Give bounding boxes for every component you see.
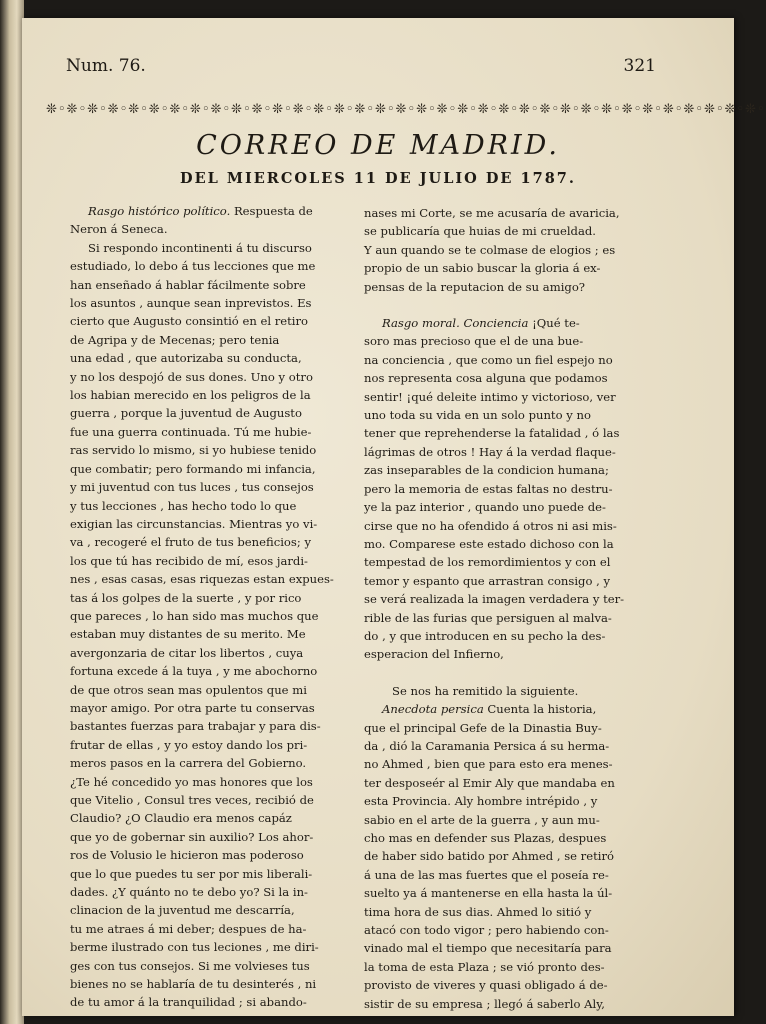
text-line: va , recogeré el fruto de tus beneficios; y [70,535,311,550]
text-line: exigian las circunstancias. Mientras yo vi- [70,516,318,531]
article-heading-rest: Respuesta de [230,204,313,218]
article-heading-line [364,314,648,332]
text-line: fortuna excede á la tuya , y me abochorno [70,664,318,679]
text-line: que combatir; pero formando mi infancia, [70,461,316,476]
paragraph-gap [364,664,648,682]
article-heading: Anecdota persica [382,702,484,717]
text-line: na conciencia , que como un fiel espejo no [364,352,613,367]
text-line: nos representa cosa alguna que podamos [364,371,608,386]
text-line: esperacion del Infierno, [364,647,504,662]
text-line: fue una guerra continuada. Tú me hubie- [70,424,312,439]
text-line: y tus lecciones , has hecho todo lo que [70,498,297,513]
text-line: tima hora de sus dias. Ahmed lo sitió y [364,904,592,919]
text-line: ye la paz interior , quando uno puede de- [364,500,606,515]
text-line: atacó con todo vigor ; pero habiendo con- [364,923,609,938]
text-line: de Agripa y de Mecenas; pero tenia [70,332,280,347]
text-line: cierto que Augusto consintió en el retiro [70,314,309,329]
dateline: DEL MIERCOLES 11 DE JULIO DE 1787. [180,170,576,187]
text-line: de haber sido batido por Ahmed , se retiró [364,849,614,864]
text-line: Si respondo incontinenti á tu discurso [88,240,312,255]
text-line: pero la memoria de estas faltas no destru- [364,481,613,496]
text-line: lágrimas de otros ! Hay á la verdad flaque- [364,444,616,459]
text-line: y no los despojó de sus dones. Uno y otro [70,369,313,384]
text-line: no Ahmed , bien que para esto era menes- [364,757,613,772]
text-line: propio de un sabio buscar la gloria á ex- [364,261,601,276]
text-line: que el principal Gefe de la Dinastia Buy- [364,720,602,735]
text-line: vinado mal el tiempo que necesitaría para [364,941,612,956]
article-heading: Rasgo histórico político. [88,204,231,218]
text-line: los que tú has recibido de mí, esos jardi- [70,553,308,568]
text-line: Neron á Seneca. [70,222,168,237]
text-line: tempestad de los remordimientos y con el [364,555,611,570]
text-line: han enseñado á hablar fácilmente sobre [70,277,306,292]
text-line: Y aun quando se te colmase de elogios ; es [364,242,616,257]
text-line: suelto ya á mantenerse en ella hasta la úl- [364,886,613,901]
text-line: zas inseparables de la condicion humana; [364,463,609,478]
text-line: tener que reprehenderse la fatalidad , ó las [364,426,620,441]
text-line: clinacion de la juventud me descarría, [70,903,295,918]
text-line: se verá realizada la imagen verdadera y ter- [364,592,625,607]
text-line: ras servido lo mismo, si yo hubiese tenido [70,443,317,458]
remitted-note: Se nos ha remitido la siguiente. [392,683,579,698]
text-line: temor y espanto que arrastran consigo , y [364,573,611,588]
text-line: berme ilustrado con tus leciones , me diri- [70,940,319,955]
adjacent-page-edge [0,0,24,1024]
text-line: que pareces , lo han sido mas muchos que [70,608,319,623]
text-line: esta Provincia. Aly hombre intrépido , y [364,794,598,809]
text-line: de tu amor á la tranquilidad ; si abando- [70,995,307,1010]
text-line: bastantes fuerzas para trabajar y para dis- [70,719,321,734]
text-line: uno toda su vida en un solo punto y no [364,408,591,423]
text-line: provisto de viveres y quasi obligado á de- [364,978,608,993]
paragraph-gap [364,296,648,314]
text-line: pensas de la reputacion de su amigo? [364,279,586,294]
text-line: una edad , que autorizaba su conducta, [70,351,302,366]
text-line: se publicaría que huias de mi crueldad. [364,224,596,239]
text-line: sentir! ¡qué deleite intimo y victorioso, ver [364,389,616,404]
text-line: sabio en el arte de la guerra , y aun mu- [364,812,600,827]
text-line: nases mi Corte, se me acusaría de avaricia, [364,206,620,220]
text-line: ter desposeér al Emir Aly que mandaba en [364,775,615,790]
text-line: ros de Volusio le hicieron mas poderoso [70,848,304,863]
text-line: cirse que no ha ofendido á otros ni asi mis- [364,518,617,533]
text-line: meros pasos en la carrera del Gobierno. [70,756,307,771]
text-line: mayor amigo. Por otra parte tu conservas [70,700,315,715]
text-line: nes , esas casas, esas riquezas estan expues- [70,572,334,587]
article-heading-rest: ¡Qué te- [528,316,580,331]
text-line: y mi juventud con tus luces , tus consejos [70,480,314,495]
text-line: da , dió la Caramania Persica á su herma- [364,738,610,753]
text-line: ges con tus consejos. Si me volvieses tus [70,958,310,973]
text-line: tu me atraes á mi deber; despues de ha- [70,921,307,936]
text-line: rible de las furias que persiguen al malva- [364,610,612,625]
right-column [364,204,648,1013]
article-heading-rest: Cuenta la historia, [483,702,597,717]
text-line: do , y que introducen en su pecho la des- [364,628,606,643]
text-line: frutar de ellas , y yo estoy dando los pri- [70,737,308,752]
masthead-title: CORREO DE MADRID. [196,130,560,161]
article-heading-line [70,202,360,220]
page-header [66,56,656,84]
text-line: guerra , porque la juventud de Augusto [70,406,302,421]
text-line: de que otros sean mas opulentos que mi [70,682,307,697]
issue-number: Num. 76. [66,56,146,76]
text-line: que yo de gobernar sin auxilio? Los ahor- [70,829,314,844]
text-line: mo. Comparese este estado dichoso con la [364,536,614,551]
text-line: estaban muy distantes de su merito. Me [70,627,306,642]
text-line: sistir de su empresa ; llegó á saberlo Aly, [364,996,605,1011]
text-line: cho mas en defender sus Plazas, despues [364,831,607,845]
text-line: la toma de esta Plaza ; se vió pronto des- [364,959,605,974]
text-line: dades. ¿Y quánto no te debo yo? Si la in- [70,885,308,900]
ornamental-border: ❊◦❊◦❊◦❊◦❊◦❊◦❊◦❊◦❊◦❊◦❊◦❊◦❊◦❊◦❊◦❊◦❊◦❊◦❊◦❊◦❊◦❊◦❊◦❊◦❊◦❊◦❊◦❊◦❊◦❊◦❊◦❊◦❊◦❊◦❊◦ [46,102,766,117]
text-line: á una de las mas fuertes que el poseía re- [364,867,609,882]
newspaper-page [22,18,766,1016]
text-line: estudiado, lo debo á tus lecciones que me [70,259,316,274]
text-line: bienes no se hablaría de tu desinterés , ni [70,977,317,992]
text-line: Claudio? ¿O Claudio era menos capáz [70,811,292,826]
text-line: los habian merecido en los peligros de la [70,388,311,403]
text-line: avergonzaria de citar los libertos , cuya [70,645,304,660]
article-heading-line [364,700,648,718]
text-line: tas á los golpes de la suerte , y por rico [70,590,302,605]
text-line: ¿Te hé concedido yo mas honores que los [70,774,313,789]
page-number: 321 [623,56,656,76]
left-column [70,202,360,1012]
article-heading: Rasgo moral. Conciencia [382,316,529,331]
text-line: que lo que puedes tu ser por mis liberali- [70,866,313,881]
text-line: los asuntos , aunque sean inprevistos. Es [70,296,312,311]
text-line: que Vitelio , Consul tres veces, recibió de [70,793,314,807]
text-line: soro mas precioso que el de una bue- [364,334,584,349]
